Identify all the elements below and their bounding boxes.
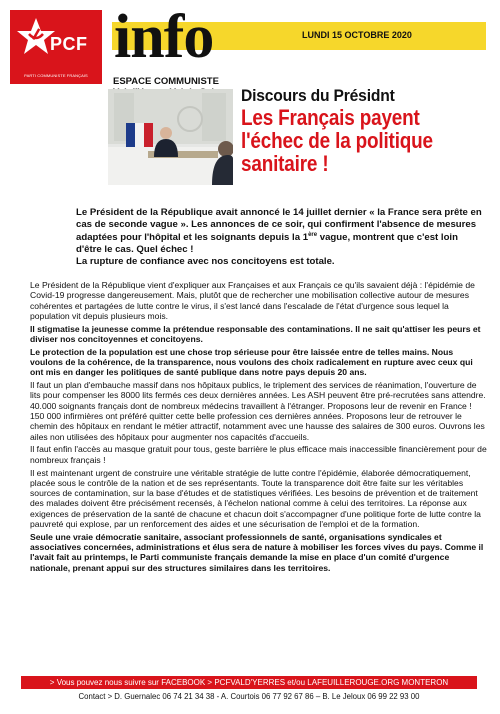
lead-superscript: ère (308, 232, 318, 239)
headline-line-3: sanitaire ! (241, 151, 329, 176)
body-paragraph-4: Il faut un plan d'embauche massif dans nos hôpitaux publics, le triplement des services de réanimation, l'ouverture de lits pour compenser les 8000 lits fermés ces deux dernières années. Les ASH peuvent être pré-recrutées sans attendre. 40.000 soignants français dont de nombreux médecins travaillent à l'étranger. Proposons leur de revenir en France ! 150 000 infirmières ont préféré quitter cette belle profession ces dernières années. Proposons leur de retrouver le chemin des hôpitaux en rendant le métier attractif, notamment avec une hausse des salaires de 300 euros. Ouvrons les ailes non utilisées des hôpitaux pour augmenter nos capacités d'accueils. (30, 380, 486, 442)
body-paragraph-3: Le protection de la population est une chose trop sérieuse pour être laissée entre de telles mains. Nous voulons de la cohérence, de la transparence, nous voulons des choix radicalement en rupture avec ceux qui ont mis en danger les politiques de santé publique dans notre pays depuis 20 ans. (30, 346, 473, 378)
body-paragraph-6: Il est maintenant urgent de construire une véritable stratégie de lutte contre l'épidémie, élaborée démocratiquement, placée sous le contrôle de la nation et de ses représentants. Toute la transparence doit être faite sur les véritables sources de contamination, sur la base d'études et de statistiques vérifiées. Les besoins de prévention et de traitement des malades doivent être précisément recensés, à l'échelon national comme à celui des territoires. La réponse aux exigences de préservation de la santé de chacune et chacun doit s'accompagner d'une politique forte de lutte contre la pauvreté qui explose, par un renforcement des aides et une sécurisation de l'emploi et de la formation. (30, 467, 481, 530)
issue-date: LUNDI 15 OCTOBRE 2020 (302, 30, 412, 40)
pcf-logo (10, 10, 102, 84)
contact-line: Contact > D. Guernalec 06 74 21 34 38 - A. Courtois 06 77 92 67 86 – B. Le Jeloux 06 99 22 93 00 (78, 692, 420, 701)
headline (241, 106, 433, 175)
body-paragraph-5: Il faut enfin l'accès au masque gratuit pour tous, geste barrière le plus efficace mais inaccessible financièrement pour de nombreux français ! (30, 444, 487, 465)
body-paragraph-7: Seule une vraie démocratie sanitaire, associant professionnels de santé, organisations syndicales et associatives concernées, administrations et élus sera de nature à mobiliser les forces vives du pays. Comme il l'avait fait au printemps, le Parti communiste français demande la mise en place d'un comité d'urgence nationale, prenant appui sur des structures similaires dans les territoires. (30, 531, 484, 573)
president-photo (108, 89, 233, 185)
headline-line-1: Les Français payent (241, 105, 420, 130)
headline-kicker: Discours du Présidnt (241, 86, 395, 105)
lead-text-last: La rupture de confiance avec nos concitoyens est totale. (76, 255, 335, 267)
article-body (30, 280, 488, 576)
lead-text-1: Le Président de la République avait annoncé le 14 juillet dernier « la France sera prête en cas de seconde vague ». Les annonces de ce soir, qui confirment l'absence de mesures adaptées pour l'hôpital et les soignants depuis la 1 (76, 207, 482, 244)
logo-tagline: PARTI COMMUNISTE FRANÇAIS (24, 73, 88, 78)
headline-line-2: l'échec de la politique (241, 128, 433, 153)
body-paragraph-2: Il stigmatise la jeunesse comme la prétendue responsable des contaminations. Il ne sait qu'attiser les peurs et diviser nos concitoyennes et concitoyens. (30, 323, 481, 344)
logo-name: PCF (50, 34, 88, 54)
section-line-1: ESPACE COMMUNISTE (113, 76, 219, 87)
lead-paragraph (76, 207, 486, 267)
masthead-title: info (114, 3, 214, 71)
body-paragraph-1: Le Président de la République vient d'expliquer aux Françaises et aux Français ce qu'ils savaient déjà : l'épidémie de Covid-19 progresse dangereusement. Mais, plutôt que de rechercher une mobilisation collective autour de mesures cohérentes et partagées de lutte contre le virus, il s'est lancé dans l'escalade de l'état d'urgence sous lequel la population vit depuis plusieurs mois. (30, 280, 475, 321)
lead-text-2: vague, montrent que c'est loin d'être le cas. Quel échec ! (76, 232, 458, 255)
social-follow-banner: > Vous pouvez nous suivre sur FACEBOOK > PCFVALD'YERRES et/ou LAFEUILLEROUGE.ORG MONTERON (21, 676, 477, 689)
